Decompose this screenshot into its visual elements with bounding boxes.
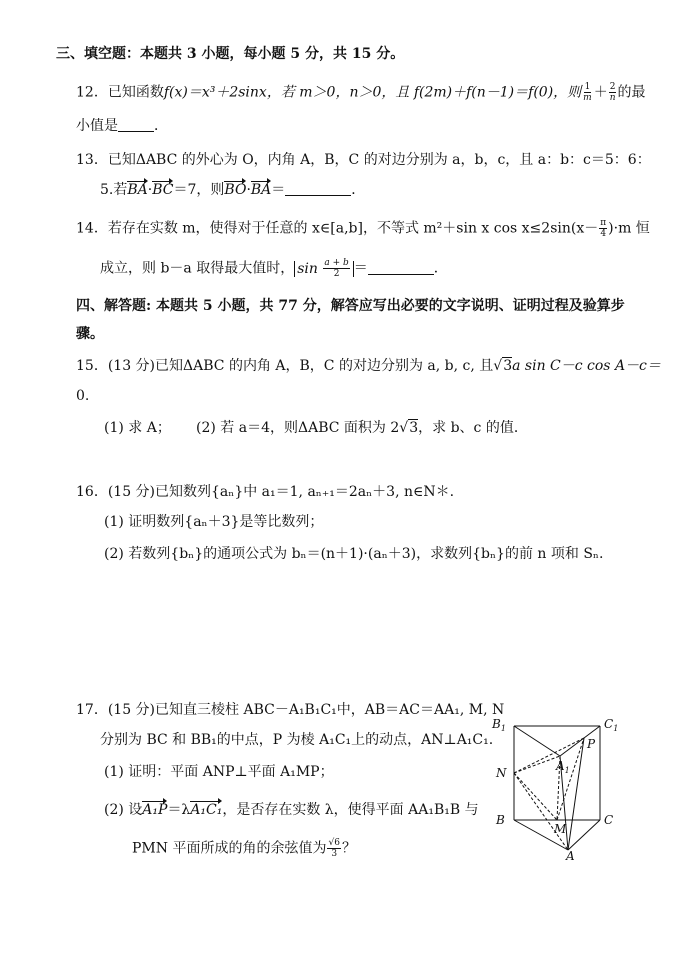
question-12-line-2 [76, 116, 168, 136]
question-14-line-2 [100, 258, 448, 279]
fraction-numerator: 1 [584, 82, 591, 92]
answer-blank[interactable] [118, 119, 154, 132]
question-16-part-2: (2) 若数列{bₙ}的通项公式为 bₙ＝(n＋1)·(aₙ＋3)，求数列{bₙ}的前 n 项和 Sₙ. [104, 546, 604, 562]
section-4-heading-line-1: 四、解答题: 本题共 5 小题，共 77 分，解答应写出必要的文字说明、证明过程及验算步 [76, 298, 625, 314]
question-text: (2) 设 [104, 802, 143, 818]
vector-a1p: A₁P [142, 802, 168, 818]
segment-nm [514, 773, 557, 820]
question-15-line-1: 15．(13 分)已知ΔABC 的内角 A，B，C 的对边分别为 a, b, c, 且√3a sin C－c cos A－c＝ [76, 358, 661, 374]
prism-figure [486, 712, 626, 862]
question-text: ＝7，则 [173, 182, 225, 198]
question-17-line-1 [76, 700, 504, 720]
question-number: 13． [76, 152, 108, 168]
vector-bc: BC [152, 182, 174, 198]
label-c: C [604, 813, 614, 827]
absolute-value [294, 258, 354, 279]
sqrt-radicand: 3 [503, 358, 513, 374]
question-text: 成立，则 b－a 取得最大值时， [100, 260, 295, 277]
question-13-line-2 [100, 180, 365, 200]
fraction-denominator: m [583, 93, 592, 103]
segment-na1 [514, 756, 560, 773]
question-text: ． [351, 182, 366, 198]
question-text: ，是否存在实数 λ，使得平面 AA₁B₁B 与 [222, 802, 479, 818]
label-a1: $A_1$ [556, 759, 570, 775]
equals-sign: ＝ [271, 182, 286, 198]
fraction-numerator: a + b [324, 258, 349, 268]
question-17-line-2: 分别为 BC 和 BB₁的中点，P 为棱 A₁C₁上的动点，AN⊥A₁C₁. [100, 732, 494, 748]
label-b1: $B_1$ [492, 717, 506, 733]
fraction-denominator: 3 [331, 849, 338, 859]
section-4-heading-line-2: 骤。 [76, 326, 104, 342]
question-12-line-1 [76, 82, 646, 103]
question-number: 17． [76, 702, 108, 718]
fraction-numerator: 2 [609, 82, 616, 92]
question-text: ． [433, 260, 448, 277]
fraction-2-over-n [609, 82, 617, 103]
segment-na [514, 773, 568, 850]
question-text: 已知函数 [107, 84, 164, 101]
question-13-line-1 [76, 150, 651, 170]
fraction-pi-over-4 [599, 218, 607, 239]
question-text: 若存在实数 m，使得对于任意的 x∈[a,b]，不等式 m²＋sin x cos x≤2sin(x－ [107, 220, 599, 237]
question-number: 16． [76, 484, 108, 500]
question-number: 12． [76, 84, 108, 101]
sin-function: sin [297, 260, 318, 277]
label-a: A [566, 849, 575, 862]
question-formula: f(x)＝x³＋2sinx，若 m＞0，n＞0，且 f(2m)＋f(n－1)＝f(0)，则 [163, 84, 582, 101]
fraction-numerator: π [600, 218, 607, 228]
question-15-line-2: 0. [76, 388, 90, 404]
question-17-line-4 [132, 838, 356, 859]
sqrt-radicand: 3 [409, 420, 419, 436]
question-text: ＝λ [167, 802, 191, 818]
question-15-part-1: (1) 求 A； [104, 420, 171, 436]
question-text: (2) 若 a＝4，则ΔABC 面积为 2 [196, 420, 400, 436]
edge-ac [568, 820, 600, 850]
fraction-denominator: 4 [600, 229, 607, 239]
question-text: (15 分)已知数列{aₙ}中 a₁＝1, aₙ₊₁＝2aₙ＋3, n∈N＊. [107, 484, 455, 500]
question-text: (13 分)已知ΔABC 的内角 A，B，C 的对边分别为 a, b, c, 且 [107, 358, 494, 374]
label-c1: $C_1$ [604, 717, 619, 733]
question-16-part-1: (1) 证明数列{aₙ＋3}是等比数列； [104, 514, 324, 530]
dot-operator: · [246, 182, 251, 198]
vector-ba: BA [127, 182, 148, 198]
question-15-part-2: (2) 若 a＝4，则ΔABC 面积为 2√3，求 b、c 的值． [196, 420, 528, 436]
question-text: 已知ΔABC 的外心为 O，内角 A，B，C 的对边分别为 a，b，c，且 a：b：c＝5：6： [107, 152, 651, 168]
question-text: )·m 恒 [608, 220, 650, 237]
label-b: B [496, 813, 505, 827]
fraction-sqrt6-over-3 [327, 838, 340, 859]
label-p: P [587, 737, 596, 751]
question-formula: a sin C－c cos A－c＝ [512, 358, 661, 374]
question-17-part-1: (1) 证明：平面 ANP⊥平面 A₁MP； [104, 764, 334, 780]
fraction-1-over-m [582, 82, 593, 103]
question-text: (15 分)已知直三棱柱 ABC－A₁B₁C₁中，AB＝AC＝AA₁, M, N [107, 702, 505, 718]
label-n: N [496, 766, 507, 780]
segment-mp [557, 738, 584, 820]
segment-ap [568, 738, 584, 850]
question-text: PMN 平面所成的角的余弦值为 [132, 840, 327, 857]
vector-bo: BO [224, 182, 247, 198]
edge-b1a1 [514, 726, 560, 756]
question-text: ，求 b、c 的值． [418, 420, 528, 436]
fraction-denominator: n [609, 93, 616, 103]
dot-operator: · [147, 182, 153, 198]
question-text: 的最 [617, 84, 646, 101]
fraction-denominator: 2 [333, 269, 340, 279]
question-text: 小值是 [76, 118, 118, 134]
plus-sign: ＋ [593, 84, 608, 101]
question-number: 15． [76, 358, 108, 374]
question-16-line-1 [76, 482, 454, 502]
vector-a1c1: A₁C₁ [190, 802, 223, 818]
equals-sign: ＝ [353, 260, 368, 277]
question-17-part-2 [104, 800, 479, 820]
fraction-numerator: √6 [328, 838, 340, 848]
segment-np [514, 738, 584, 773]
fraction-a-plus-b-over-2 [323, 258, 349, 279]
question-text: 5.若 [100, 182, 128, 198]
answer-blank[interactable] [285, 183, 351, 196]
question-number: 14． [76, 220, 108, 237]
answer-blank[interactable] [368, 262, 434, 275]
question-text: ？ [341, 840, 356, 857]
question-14-line-1 [76, 218, 650, 239]
question-text: ． [154, 118, 168, 134]
label-m: M [554, 822, 567, 836]
section-3-heading: 三、填空题：本题共 3 小题，每小题 5 分，共 15 分。 [56, 46, 405, 62]
vector-ba: BA [250, 182, 272, 198]
